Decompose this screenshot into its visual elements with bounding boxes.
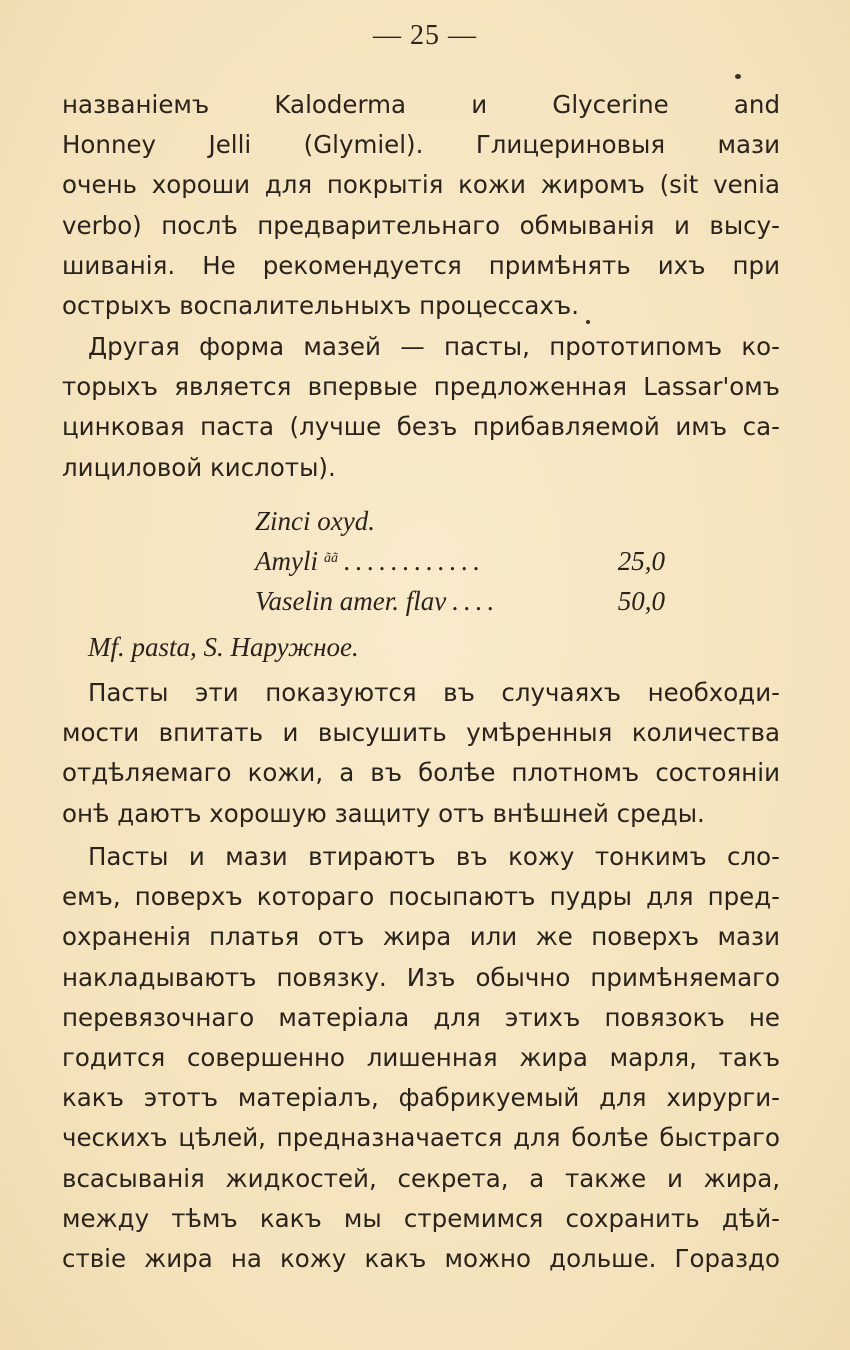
text-line: перевязочнаго матеріала для этихъ повязокъ не (62, 1002, 780, 1032)
text-line: всасыванія жидкостей, секрета, а также и жира, (62, 1163, 780, 1193)
text-line: онѣ даютъ хорошую защиту отъ внѣшней среды. (62, 798, 705, 828)
text-line: очень хороши для покрытія кожи жиромъ (sit venia (62, 170, 780, 200)
text-line: охраненія платья отъ жира или же поверхъ мази (62, 922, 780, 952)
text-line: мости впитать и высушить умѣренныя количества (62, 718, 780, 748)
recipe-ingredient: Amyli (255, 546, 318, 576)
text-line: ческихъ цѣлей, предназначается для болѣе быстраго (62, 1123, 780, 1153)
paragraph-pastes-intro (62, 327, 780, 488)
zinc-paste-recipe (255, 501, 665, 621)
recipe-leader-dots: ............ (343, 546, 485, 576)
text-line: между тѣмъ какъ мы стремимся сохранить дѣй- (62, 1203, 780, 1233)
text-line: лициловой кислоты). (62, 452, 336, 482)
text-line: годится совершенно лишенная жира марля, такъ (62, 1042, 780, 1072)
recipe-leader-dots: .... (452, 586, 500, 616)
ink-speck (586, 320, 590, 324)
recipe-ingredient: Vaselin amer. flav (255, 586, 447, 616)
text-line: шиванія. Не рекомендуется примѣнять ихъ при (62, 250, 780, 280)
ink-speck (735, 74, 741, 79)
text-line: Honney Jelli (Glymiel). Глицериновыя мази (62, 130, 780, 160)
recipe-row (255, 581, 665, 621)
recipe-signa: Mf. pasta, S. Наружное. (88, 632, 359, 662)
paragraph-glycerine-ointments (62, 85, 780, 326)
text-line: Пасты эти показуются въ случаяхъ необходи- (88, 678, 780, 707)
recipe-ingredient: Zinci oxyd. (255, 506, 375, 536)
text-line: цинковая паста (лучше безъ прибавляемой имъ са- (62, 412, 780, 442)
text-line: емъ, поверхъ котораго посыпаютъ пудры для пред- (62, 882, 780, 912)
page-number: — 25 — (373, 20, 477, 51)
recipe-dose: 25,0 (617, 546, 665, 576)
paragraph-application (62, 837, 780, 1279)
text-line: verbo) послѣ предварительнаго обмыванія и высу- (62, 210, 780, 240)
text-line: названіемъ Kaloderma и Glycerine and (62, 90, 780, 119)
text-line: острыхъ воспалительныхъ процессахъ. (62, 290, 580, 320)
recipe-row (255, 501, 665, 541)
text-line: торыхъ является впервые предложенная Lassar'омъ (62, 372, 780, 402)
text-line: накладываютъ повязку. Изъ обычно примѣняемаго (62, 962, 780, 992)
text-line: Другая форма мазей — пасты, прототипомъ ко- (88, 332, 780, 361)
text-line: ствіе жира на кожу какъ можно дольше. Гораздо (62, 1243, 780, 1273)
paragraph-pastes-indications (62, 673, 780, 834)
recipe-dose: 50,0 (617, 586, 665, 616)
text-line: какъ этотъ матеріалъ, фабрикуемый для хирурги- (62, 1083, 780, 1113)
text-line: отдѣляемаго кожи, а въ болѣе плотномъ состояніи (62, 758, 780, 788)
text-line: Пасты и мази втираютъ въ кожу тонкимъ сло- (88, 842, 780, 871)
recipe-row (255, 541, 665, 581)
recipe-ana-mark: ãã (323, 551, 338, 566)
